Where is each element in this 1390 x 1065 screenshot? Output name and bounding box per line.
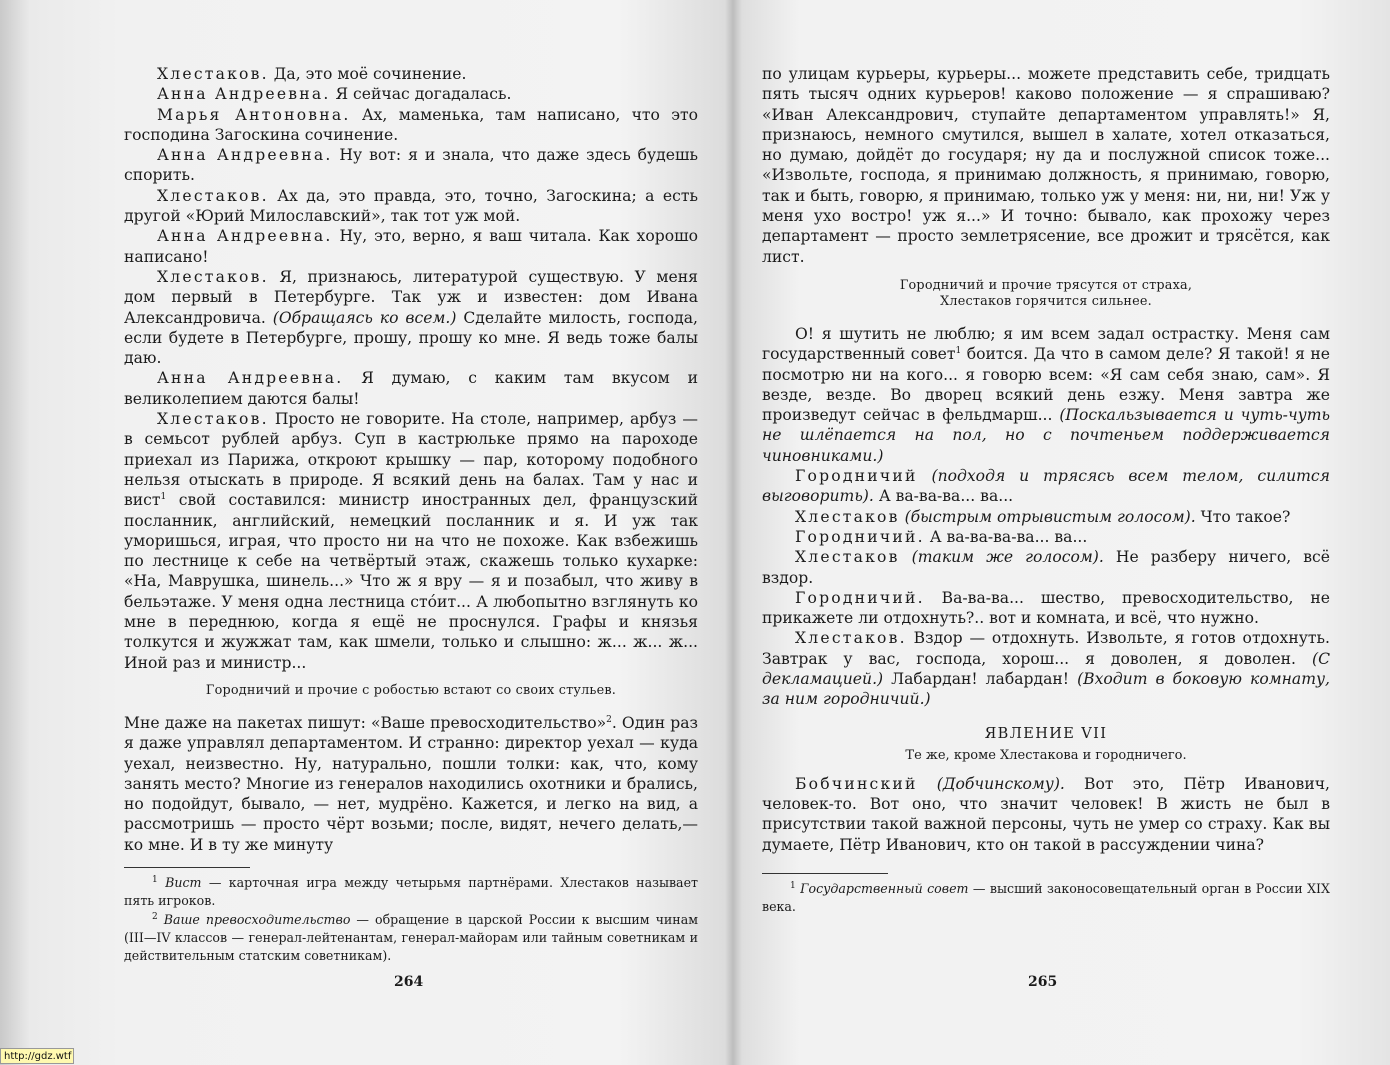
left-page <box>124 64 698 965</box>
footnote-ref: 1 <box>160 492 167 503</box>
paragraph: Марья Антоновна. Ах, маменька, там написано, что это господина Загоскина сочинение. <box>124 105 698 144</box>
paragraph: по улицам курьеры, курьеры... можете представить себе, тридцать пять тысяч одних курьеров! каково положение — я спрашиваю? «Иван Александрович, ступайте департаментом управлять!» Я, признаюсь, немного смутился, вышел в халате, хотел отказаться, но думаю, дойдёт до государя; ну да и послужной список тоже... «Извольте, господа, я принимаю должность, я принимаю, говорю, так и быть, говорю, я принимаю, только уж у меня: ни, ни, ни! Уж у меня ухо востро! уж я...» И точно: бывало, как прохожу через департамент — просто землетрясение, все дрожит и трясётся, как лист. <box>762 65 1330 266</box>
right-page <box>762 64 1330 916</box>
footnote-ref: 2 <box>606 714 612 725</box>
page-number: 265 <box>1028 974 1058 990</box>
paragraph: Анна Андреевна. Ну вот: я и знала, что даже здесь будешь спорить. <box>124 146 698 185</box>
paragraph: Хлестаков. Да, это моё сочинение. <box>157 65 467 83</box>
paragraph: Хлестаков. Я, признаюсь, литературой существую. У меня дом первый в Петербурге. Так уж и известен: дом Ивана Александровича. (Обращаясь ко всем.) Сделайте милость, господа, если будете в Петербурге, прошу, прошу ко мне. Я ведь тоже балы даю. <box>124 267 698 368</box>
paragraph: Мне даже на пакетах пишут: «Ваше превосходительство»$^2$. Один раз я даже управлял департаментом. И странно: директор уехал — куда уехал, неизвестно. Ну, натурально, пошли толки: как, что, кому занять место? Многие из генералов находились охотники и брались, но подойдут, бывало, — нет, мудрёно. Кажется, и легко на вид, а рассмотришь — просто чёрт возьми; после, видят, нечего делать,— ко мне. И в ту же минуту <box>124 713 698 854</box>
paragraph: Городничий. Ва-ва-ва... шество, превосходительство, не прикажете ли отдохнуть?.. вот и комната, и всё, что нужно. <box>762 588 1330 628</box>
footnote: $^2$ Ваше превосходительство — обращение в царской России к высшим чинам (III—IV классов — генерал-лейтенантам, генерал-майорам или тайным советникам и действительным статским советникам). <box>124 911 699 964</box>
paragraph: Хлестаков (таким же голосом). Не разберу ничего, всё вздор. <box>762 548 1331 587</box>
paragraph: Анна Андреевна. Я думаю, с каким там вкусом и великолепием даются балы! <box>124 369 698 408</box>
paragraph: Бобчинский (Добчинскому). Вот это, Пётр Иванович, человек-то. Вот оно, что значит человек! В жисть не был в присутствии такой важной персоны, чуть не умер со страху. Как вы думаете, Пётр Иванович, кто он такой в рассуждении чина? <box>762 774 1330 854</box>
paragraph: Хлестаков. Вздор — отдохнуть. Извольте, я готов отдохнуть. Завтрак у вас, господа, хорош... я доволен, я доволен. (С декламацией.) Лабардан! лабардан! (Входит в боковую комнату, за ним городничий.) <box>762 629 1330 709</box>
footnote-divider <box>124 867 250 868</box>
paragraph: Анна Андреевна. Я сейчас догадалась. <box>157 85 512 104</box>
scene-subtitle: Те же, кроме Хлестакова и городничего. <box>905 747 1187 763</box>
paragraph: Хлестаков (быстрым отрывистым голосом). Что такое? <box>795 507 1291 526</box>
watermark-link[interactable]: http://gdz.wtf <box>0 1048 74 1064</box>
footnote: $^1$ Государственный совет — высший законосовещательный орган в России XIX века. <box>762 880 1330 915</box>
scene-title: ЯВЛЕНИЕ VII <box>984 725 1108 742</box>
paragraph: Хлестаков. Просто не говорите. На столе, например, арбуз — в семьсот рублей арбуз. Суп в кастрюльке прямо на пароходе приехал из Парижа, откроют крышку — пар, которому подобного нельзя отыскать в природе. Я всякий день на балах. Там у нас и вист$^1$ свой составился: министр иностранных дел, французский посланник, английский, немецкий посланник и я. И уж так уморишься, играя, что просто ни на что не похоже. Как взбежишь по лестнице к себе на четвёртый этаж, скажешь только кухарке: «На, Маврушка, шинель...» Что ж я вру — я и позабыл, что живу в бельэтаже. У меня одна лестница стóит... А любопытно взглянуть ко мне в переднюю, когда я ещё не проснулся. Графы и князья толкутся и жужжат там, как шмели, только и слышно: ж... ж... ж... Иной раз и министр... <box>124 410 698 672</box>
footnote-ref: 1 <box>955 346 962 357</box>
paragraph: Анна Андреевна. Ну, это, верно, я ваш читала. Как хорошо написано! <box>124 227 698 266</box>
stage-direction: Городничий и прочие трясутся от страха, Хлестаков горячится сильнее. <box>899 277 1193 309</box>
paragraph: Городничий (подходя и трясясь всем телом, силится выговорить). А ва-ва-ва... ва... <box>762 467 1330 506</box>
stage-direction: Городничий и прочие с робостью встают со своих стульев. <box>205 682 617 698</box>
footnote-divider <box>762 873 888 874</box>
paragraph: Хлестаков. Ах да, это правда, это, точно, Загоскина; а есть другой «Юрий Милославский», так тот уж мой. <box>124 186 698 226</box>
footnote: $^1$ Вист — карточная игра между четырьмя партнёрами. Хлестаков называет пять игроков. <box>124 874 698 909</box>
paragraph: О! я шутить не люблю; я им всем задал острастку. Меня сам государственный совет$^1$ боится. Да что в самом деле? Я такой! я не посмотрю ни на кого... я говорю всем: «Я сам себя знаю, сам». Я везде, везде. Во дворец всякий день езжу. Меня завтра же произведут сейчас в фельдмарш... (Поскальзывается и чуть-чуть не шлёпается на пол, но с почтеньем поддерживается чиновниками.) <box>762 324 1330 465</box>
page-number: 264 <box>394 974 424 990</box>
paragraph: Городничий. А ва-ва-ва-ва... ва... <box>795 527 1088 546</box>
